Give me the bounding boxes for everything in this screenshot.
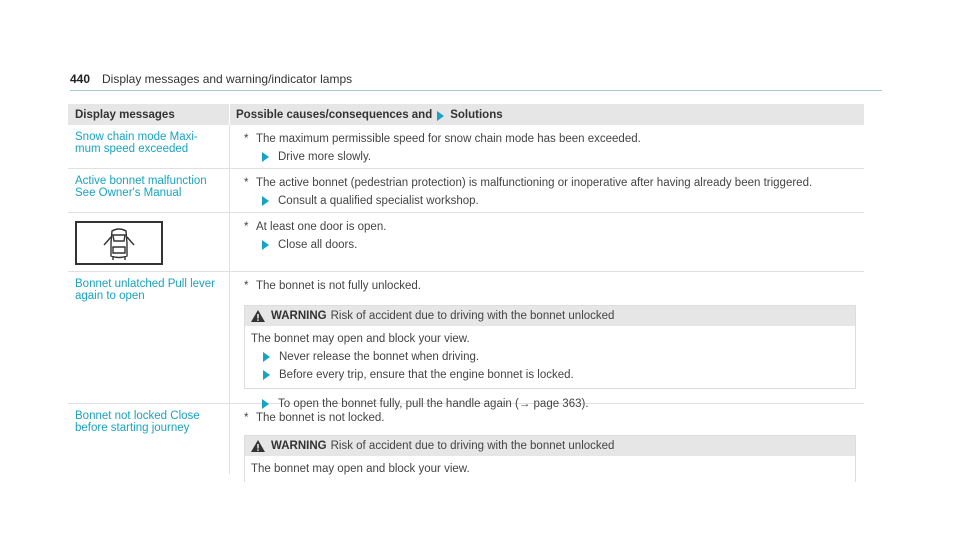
solution-text: To open the bonnet fully, pull the handle again (→ page 363). [278,398,589,410]
solution-step [244,148,858,166]
table-row [68,272,864,410]
display-message [68,404,230,474]
page-number: 440 [70,72,91,86]
cause-bullet: * [244,221,249,233]
arrow-right-icon [263,370,270,380]
messages-table [68,104,864,474]
warning-label: WARNING [271,310,327,322]
warning-header [245,436,855,456]
warning-step-text: Never release the bonnet when driving. [279,351,480,363]
warning-box [244,435,856,482]
cause-bullet: * [244,280,249,292]
warning-label: WARNING [271,440,327,452]
page-header [70,20,882,91]
table-row [68,169,864,213]
cause-text: The bonnet is not fully unlocked. [256,280,421,292]
cause-solution-cell [230,125,864,168]
table-row [68,125,864,169]
solution-step [244,192,858,210]
vehicle-open-door-icon [75,221,163,265]
display-message [68,213,230,271]
warning-text: The bonnet may open and block your view. [251,462,470,475]
column-header-causes-label: Possible causes/consequences and [236,109,433,121]
column-header-solutions-label: Solutions [450,109,503,121]
warning-title: Risk of accident due to driving with the bonnet unlocked [330,310,615,322]
display-message [68,125,230,168]
warning-body [245,326,855,388]
column-header-messages: Display messages [68,104,230,125]
display-message-line2: mum speed exceeded [75,143,189,155]
cause-bullet: * [244,412,249,424]
table-header [68,104,864,125]
warning-body [245,456,855,482]
solution-step [244,236,858,254]
cause-solution-cell [230,404,864,474]
cause-text: At least one door is open. [256,221,387,233]
warning-title: Risk of accident due to driving with the bonnet unlocked [330,440,615,452]
page-title: Display messages and warning/indicator lamps [102,72,353,86]
display-message-line2: again to open [75,290,145,302]
warning-text: The bonnet may open and block your view. [251,332,470,345]
warning-box [244,305,856,389]
cause-text: The maximum permissible speed for snow chain mode has been exceeded. [256,133,641,145]
display-message-line1: Snow chain mode Maxi- [75,131,198,143]
display-message-line2: before starting journey [75,422,190,434]
warning-step [251,348,855,366]
column-header-causes [230,104,864,125]
display-message [68,169,230,212]
arrow-right-icon [262,196,269,206]
warning-step [251,366,855,384]
cause-text: The active bonnet (pedestrian protection) is malfunctioning or inoperative after having already been triggered. [256,177,813,189]
solution-text: Consult a qualified specialist workshop. [278,195,479,207]
solution-text: Drive more slowly. [278,151,372,163]
display-message [68,272,230,403]
table-row [68,404,864,474]
cause-bullet: * [244,133,249,145]
cause-bullet: * [244,177,249,189]
warning-step-text: Before every trip, ensure that the engine bonnet is locked. [279,369,574,381]
cause-text: The bonnet is not locked. [256,412,385,424]
arrow-right-icon [263,352,270,362]
warning-icon [251,310,265,322]
display-message-line1: Active bonnet malfunction [75,175,207,187]
cause-solution-cell [230,213,864,271]
display-message-line1: Bonnet not locked Close [75,410,200,422]
warning-icon [251,440,265,452]
cause-solution-cell [230,272,864,410]
display-message-line2: See Owner's Manual [75,187,182,199]
display-message-line1: Bonnet unlatched Pull lever [75,278,216,290]
table-row [68,213,864,272]
solution-text: Close all doors. [278,239,358,251]
arrow-right-icon [262,240,269,250]
warning-header [245,306,855,326]
arrow-right-icon [262,152,269,162]
cause-solution-cell [230,169,864,212]
arrow-right-icon [437,111,444,121]
